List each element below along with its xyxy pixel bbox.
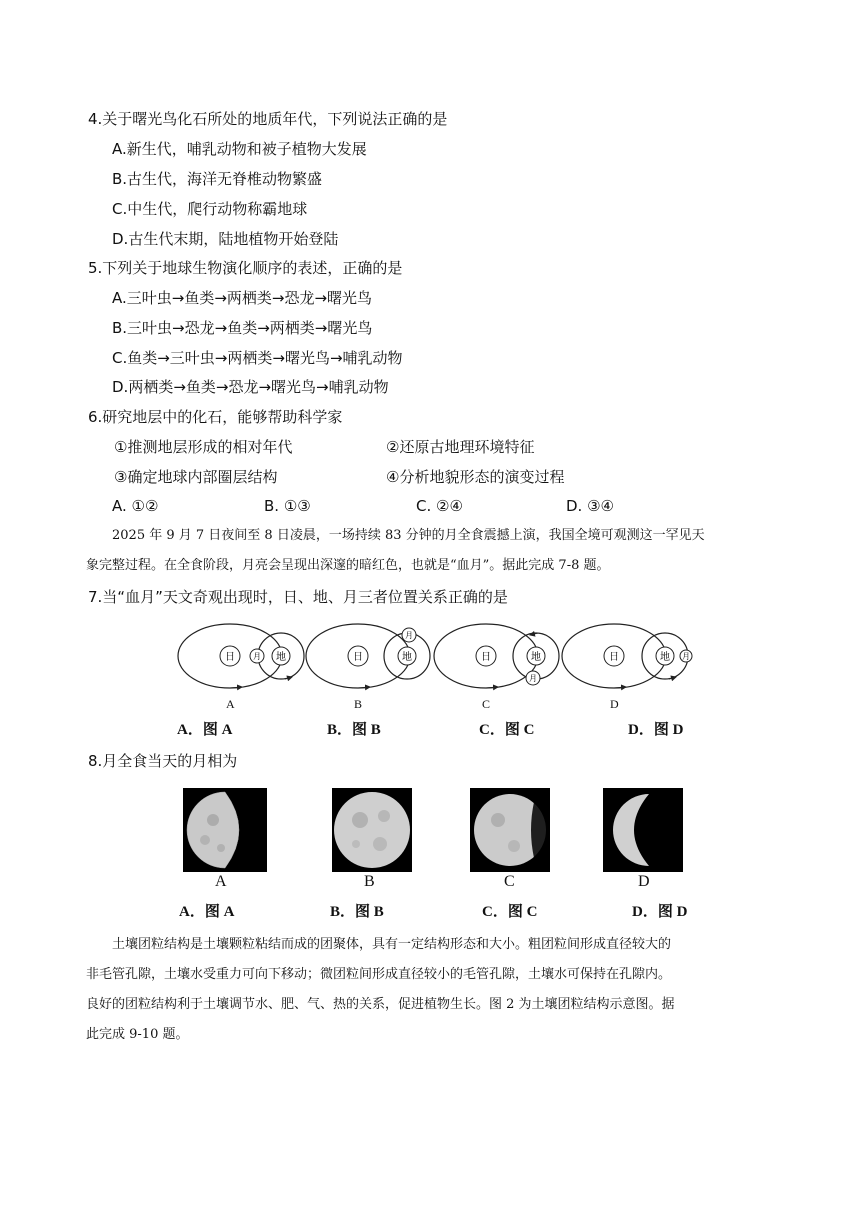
passage-soil-structure	[86, 930, 786, 1050]
q7-caption-d: D．图 D	[628, 722, 684, 738]
orbit-diagram-c	[434, 624, 559, 688]
passage2-line1: 土壤团粒结构是土壤颗粒粘结而成的团聚体，具有一定结构形态和大小。粗团粒间形成直径较大的	[112, 937, 672, 952]
passage-lunar-eclipse	[86, 521, 786, 581]
passage1-line1: 2025 年 9 月 7 日夜间至 8 日凌晨，一场持续 83 分钟的月全食震撼上演，我国全境可观测这一罕见天	[112, 528, 705, 543]
q5-stem: 5.下列关于地球生物演化顺序的表述，正确的是	[88, 259, 403, 277]
moon-letter-d: D	[638, 873, 650, 890]
moon-label: 月	[253, 652, 261, 661]
q7-caption-b: B．图 B	[327, 722, 381, 738]
moon-letter-a: A	[215, 873, 227, 890]
earth-label: 地	[660, 652, 670, 663]
q5-option-b: B.三叶虫→恐龙→鱼类→两栖类→曙光鸟	[112, 319, 373, 337]
q8-caption-c: C．图 C	[482, 904, 538, 920]
q8-caption-d: D．图 D	[632, 904, 688, 920]
q5-option-c: C.鱼类→三叶虫→两栖类→曙光鸟→哺乳动物	[112, 349, 403, 367]
sun-label: 日	[609, 652, 619, 663]
moon-label: 月	[405, 631, 413, 640]
orbit-diagram-d	[562, 624, 692, 688]
q5-option-d: D.两栖类→鱼类→恐龙→曙光鸟→哺乳动物	[112, 378, 389, 396]
moon-letter-c: C	[504, 873, 515, 890]
q8-caption-a: A．图 A	[179, 904, 235, 920]
moon-phase-b	[332, 788, 412, 872]
moon-phase-a	[183, 788, 267, 872]
q6-item-2: ②还原古地理环境特征	[386, 438, 535, 456]
q8-caption-b: B．图 B	[330, 904, 384, 920]
orbit-diagram-b	[306, 624, 430, 688]
sun-label: 日	[225, 652, 235, 663]
moon-phase-c	[470, 788, 550, 872]
q6-item-3: ③确定地球内部圈层结构	[114, 468, 278, 486]
q6-item-4: ④分析地貌形态的演变过程	[386, 468, 565, 486]
q5-option-a: A.三叶虫→鱼类→两栖类→恐龙→曙光鸟	[112, 289, 373, 307]
diagram-letter-b: B	[354, 697, 363, 711]
q4-option-a: A.新生代，哺乳动物和被子植物大发展	[112, 140, 367, 158]
sun-label: 日	[481, 652, 491, 663]
passage1-line2: 象完整过程。在全食阶段，月亮会呈现出深邃的暗红色，也就是“血月”。据此完成 7-8 题。	[86, 558, 610, 573]
q4-stem: 4.关于曙光鸟化石所处的地质年代，下列说法正确的是	[88, 110, 448, 128]
diagram-letter-d: D	[610, 697, 619, 711]
diagram-letter-a: A	[226, 697, 235, 711]
q6-item-1: ①推测地层形成的相对年代	[114, 438, 293, 456]
q8-stem: 8.月全食当天的月相为	[88, 752, 238, 770]
q4-option-c: C.中生代，爬行动物称霸地球	[112, 200, 308, 218]
q6-choice-d: D. ③④	[566, 497, 614, 515]
diagram-letter-c: C	[482, 697, 491, 711]
orbit-diagram-a	[178, 624, 304, 688]
moon-label: 月	[682, 652, 690, 661]
q6-stem: 6.研究地层中的化石，能够帮助科学家	[88, 408, 343, 426]
orbit-diagrams	[170, 616, 710, 696]
moon-label: 月	[529, 674, 537, 683]
q7-stem: 7.当“血月”天文奇观出现时，日、地、月三者位置关系正确的是	[88, 588, 508, 606]
passage2-line4: 此完成 9-10 题。	[86, 1027, 189, 1042]
earth-label: 地	[531, 652, 541, 663]
earth-label: 地	[402, 652, 412, 663]
passage2-line3: 良好的团粒结构利于土壤调节水、肥、气、热的关系，促进植物生长。图 2 为土壤团粒结构示意图。据	[86, 997, 675, 1012]
q6-choice-b: B. ①③	[264, 497, 311, 515]
earth-label: 地	[276, 652, 286, 663]
q4-option-b: B.古生代，海洋无脊椎动物繁盛	[112, 170, 323, 188]
q6-choice-c: C. ②④	[416, 497, 463, 515]
passage2-line2: 非毛管孔隙，土壤水受重力可向下移动；微团粒间形成直径较小的毛管孔隙，土壤水可保持在孔隙内。	[86, 967, 672, 982]
q4-option-d: D.古生代末期，陆地植物开始登陆	[112, 230, 339, 248]
moon-phase-d	[603, 788, 683, 872]
q7-caption-c: C．图 C	[479, 722, 535, 738]
sun-label: 日	[353, 652, 363, 663]
moon-lit-part	[334, 792, 410, 868]
q6-choice-a: A. ①②	[112, 497, 159, 515]
moon-letter-b: B	[364, 873, 375, 890]
q7-caption-a: A．图 A	[177, 722, 233, 738]
